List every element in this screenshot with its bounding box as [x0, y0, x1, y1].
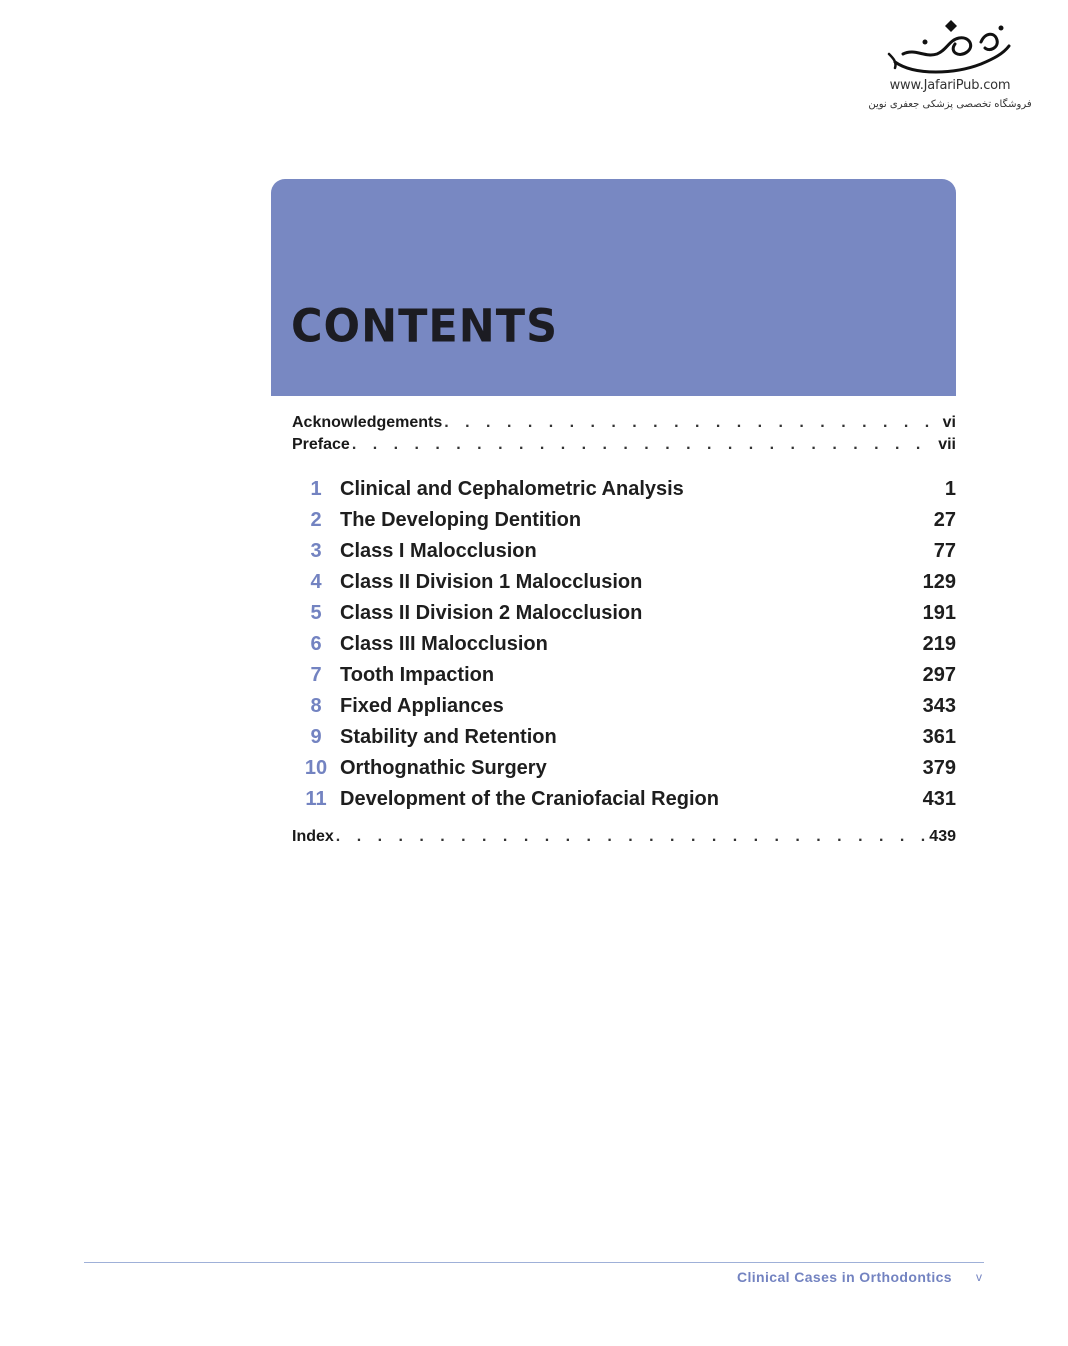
watermark-url: www.JafariPub.com	[889, 78, 1011, 93]
toc-entry-label: Preface	[292, 436, 350, 453]
chapter-title: Clinical and Cephalometric Analysis	[340, 478, 684, 500]
chapter-page: 379	[922, 757, 956, 779]
chapter-row[interactable]	[292, 722, 956, 753]
footer-divider	[84, 1262, 984, 1263]
chapter-row[interactable]	[292, 660, 956, 691]
watermark-subtitle: فروشگاه تخصصی پزشکی جعفری نوین	[868, 99, 1032, 110]
chapter-page: 343	[922, 695, 956, 717]
page-title: CONTENTS	[291, 300, 559, 353]
footer-book-title: Clinical Cases in Orthodontics	[736, 1269, 952, 1285]
chapter-row[interactable]	[292, 691, 956, 722]
publisher-watermark	[860, 18, 1040, 128]
chapter-row[interactable]	[292, 598, 956, 629]
toc-entry-page: 439	[929, 828, 956, 845]
chapter-row[interactable]	[292, 784, 956, 815]
chapter-page: 297	[922, 664, 956, 686]
toc-entry-label: Index	[292, 828, 334, 845]
chapter-number: 2	[310, 509, 322, 531]
chapter-row[interactable]	[292, 536, 956, 567]
toc-entry-page: vii	[938, 436, 956, 453]
toc-entry-acknowledgements[interactable]	[292, 414, 956, 434]
dot-leader	[352, 436, 936, 454]
chapter-page: 129	[922, 571, 956, 593]
chapter-page: 77	[933, 540, 956, 562]
chapter-row[interactable]	[292, 567, 956, 598]
chapter-title: Stability and Retention	[340, 726, 557, 748]
chapter-title: Class II Division 2 Malocclusion	[340, 602, 643, 624]
chapter-number: 1	[310, 478, 322, 500]
chapter-row[interactable]	[292, 505, 956, 536]
chapter-title: Fixed Appliances	[340, 695, 504, 717]
chapter-number: 9	[310, 726, 322, 748]
chapter-title: Class III Malocclusion	[340, 633, 548, 655]
chapter-number: 8	[310, 695, 322, 717]
chapter-title: Class I Malocclusion	[340, 540, 537, 562]
chapter-title: Development of the Craniofacial Region	[340, 788, 719, 810]
dot-leader	[444, 414, 940, 432]
chapter-page: 361	[922, 726, 956, 748]
toc-entry-preface[interactable]	[292, 436, 956, 456]
chapter-title: The Developing Dentition	[340, 509, 582, 531]
chapter-number: 5	[310, 602, 322, 624]
chapter-page: 191	[922, 602, 956, 624]
chapter-number: 10	[304, 757, 328, 779]
footer-page-number: v	[976, 1270, 982, 1284]
dot-leader	[336, 828, 928, 846]
chapter-page: 27	[933, 509, 956, 531]
chapter-row[interactable]	[292, 629, 956, 660]
chapter-page: 431	[922, 788, 956, 810]
chapter-list	[292, 474, 956, 815]
chapter-number: 3	[310, 540, 322, 562]
toc-entry-index[interactable]	[292, 828, 956, 848]
chapter-title: Orthognathic Surgery	[340, 757, 547, 779]
chapter-page: 219	[922, 633, 956, 655]
chapter-row[interactable]	[292, 753, 956, 784]
chapter-number: 6	[310, 633, 322, 655]
chapter-page: 1	[944, 478, 956, 500]
chapter-title: Tooth Impaction	[340, 664, 495, 686]
contents-header-band	[271, 179, 956, 396]
chapter-number: 4	[310, 571, 322, 593]
calligraphy-logo-icon	[885, 18, 1015, 80]
chapter-title: Class II Division 1 Malocclusion	[340, 571, 643, 593]
chapter-number: 11	[305, 788, 327, 810]
chapter-number: 7	[310, 664, 322, 686]
chapter-row[interactable]	[292, 474, 956, 505]
toc-entry-page: vi	[942, 414, 956, 431]
toc-entry-label: Acknowledgements	[292, 414, 443, 431]
